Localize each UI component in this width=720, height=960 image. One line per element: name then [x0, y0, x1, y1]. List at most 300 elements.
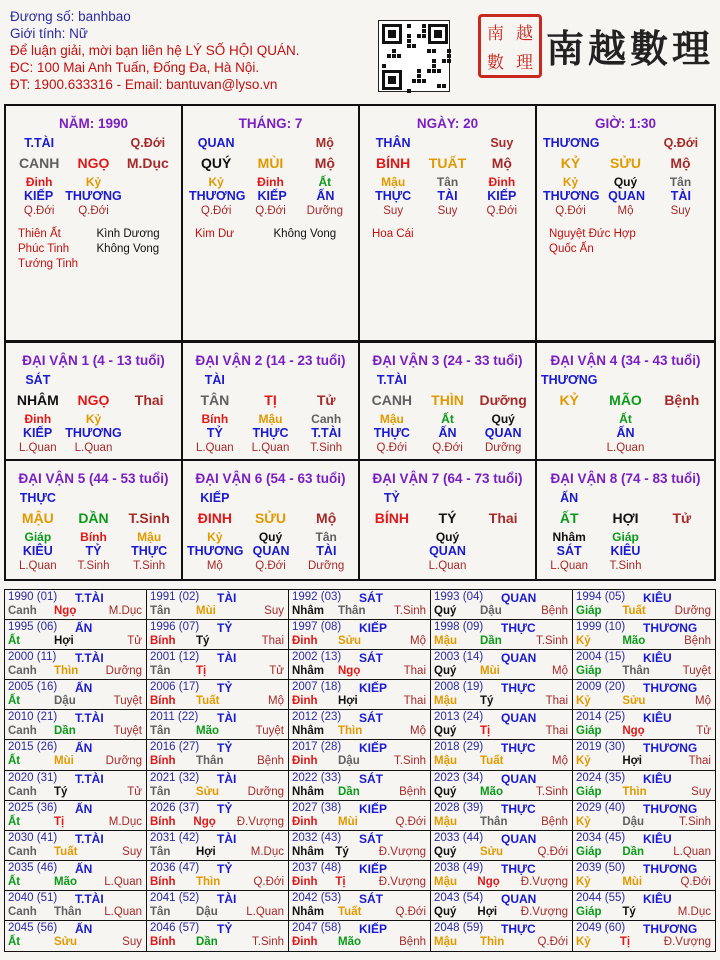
cell-r4: KIẾP	[23, 426, 53, 440]
year-cell	[573, 590, 715, 620]
year-phase: Mộ	[695, 695, 711, 708]
cell-r5: T.Sinh	[133, 560, 166, 572]
year-stem: Mậu	[434, 635, 457, 648]
year-phase: Đ.Vượng	[378, 875, 426, 888]
pillar-row-r1	[541, 370, 710, 390]
year-phase: Bệnh	[541, 815, 568, 828]
cell-r4: TÀI	[437, 189, 458, 203]
year-label: 2042 (53)	[292, 891, 342, 904]
year-cell	[289, 590, 431, 620]
year-phase: L.Quan	[104, 905, 142, 918]
year-label: 2008 (19)	[434, 681, 484, 694]
annual-luck-table	[4, 589, 716, 952]
year-phase: L.Quan	[104, 875, 142, 888]
year-phase: Tử	[127, 785, 142, 798]
year-stem: Quý	[434, 665, 457, 678]
four-pillars-table	[4, 104, 716, 342]
year-stem: Ất	[8, 875, 21, 888]
year-branch: Mão	[196, 725, 219, 738]
qr-module	[442, 59, 446, 63]
cell-r3: Bính	[201, 412, 229, 426]
year-phase: Q.Đới	[680, 875, 711, 888]
dai-van-cell	[6, 343, 183, 461]
cell-r1	[654, 370, 710, 390]
star-black: Không Vong	[96, 243, 160, 255]
cell-r1: ẤN	[560, 491, 579, 505]
cell-r2: TỊ	[264, 392, 277, 408]
pillar-row-r4	[187, 544, 354, 559]
cell-r3: Quý	[435, 530, 460, 544]
year-cell	[431, 680, 573, 710]
dai-van-title: ĐẠI VẬN 4 (34 - 43 tuổi)	[550, 353, 701, 368]
year-phase: Tử	[269, 665, 284, 678]
year-label: 2046 (57)	[150, 921, 200, 934]
qr-module	[388, 30, 396, 38]
cell-r1	[66, 133, 120, 153]
year-ten-god: T.TÀI	[75, 651, 104, 666]
year-branch: Dậu	[480, 605, 502, 617]
cell-r4: THƯƠNG	[187, 544, 244, 558]
qr-module	[417, 74, 421, 78]
year-branch: Sửu	[622, 695, 646, 708]
dai-van-title: ĐẠI VẬN 6 (54 - 63 tuổi)	[195, 471, 346, 486]
cell-r3: Giáp	[24, 530, 52, 544]
dai-van-title: ĐẠI VẬN 8 (74 - 83 tuổi)	[550, 471, 701, 486]
year-ten-god: THỰC	[501, 861, 536, 876]
year-phase: Thai	[545, 695, 568, 708]
year-phase: Dưỡng	[674, 605, 711, 617]
year-stem: Nhâm	[292, 665, 324, 678]
year-phase: Bệnh	[399, 935, 426, 948]
year-branch: Tị	[480, 725, 491, 738]
cell-r4: KIÊU	[22, 544, 53, 558]
year-cell	[289, 771, 431, 801]
pillar-row-r2	[364, 390, 531, 410]
dai-van-title: ĐẠI VẬN 2 (14 - 23 tuổi)	[195, 353, 346, 368]
pillar-row-r5	[189, 204, 352, 219]
year-cell	[5, 590, 147, 620]
cell-r3: Mậu	[258, 412, 283, 426]
stars-black-list	[274, 227, 353, 242]
cell-r3: Tân	[436, 175, 459, 189]
cell-r1	[243, 370, 299, 390]
cell-r5: L.Quan	[428, 560, 467, 572]
year-label: 2014 (25)	[576, 711, 626, 724]
year-label: 1997 (08)	[292, 621, 342, 634]
year-label: 2049 (60)	[576, 921, 626, 934]
year-ten-god: SÁT	[359, 711, 383, 726]
year-branch: Hợi	[622, 755, 643, 768]
cell-r1	[654, 488, 710, 508]
year-ten-god: TÀI	[217, 651, 237, 666]
year-ganzhi	[573, 906, 715, 918]
year-branch: Hợi	[196, 845, 216, 858]
year-phase: Tuyệt	[255, 725, 284, 738]
cell-r3	[654, 412, 710, 426]
qr-module	[412, 79, 416, 83]
year-label: 2021 (32)	[150, 771, 200, 784]
pillar-column	[360, 106, 537, 340]
shen-sha-stars	[366, 227, 529, 242]
year-label: 2029 (40)	[576, 801, 626, 814]
qr-module	[432, 59, 436, 63]
year-branch: Mùi	[338, 815, 358, 828]
year-ten-god: QUAN	[501, 771, 537, 786]
year-ten-god: ẤN	[75, 801, 93, 816]
cell-r2: Mộ	[314, 155, 335, 171]
year-ganzhi	[431, 695, 572, 707]
year-cell	[147, 891, 289, 921]
year-cell	[573, 831, 715, 861]
year-ten-god: T.TÀI	[75, 591, 104, 605]
cell-r3: Quý	[491, 412, 515, 426]
year-cell	[573, 921, 715, 951]
cell-r1: T.TÀI	[24, 136, 55, 150]
year-label: 1992 (03)	[292, 591, 342, 603]
year-branch: Mão	[622, 635, 646, 648]
year-cell	[573, 891, 715, 921]
year-ganzhi	[147, 635, 288, 647]
year-ganzhi	[431, 605, 572, 617]
pillar-row-r3	[541, 530, 710, 544]
year-label: 2031 (42)	[150, 831, 200, 844]
year-label: 2001 (12)	[150, 651, 200, 664]
year-label: 1990 (01)	[8, 591, 58, 603]
pillar-column	[183, 106, 360, 340]
cell-r4: TÀI	[670, 189, 691, 203]
pillar-row-r4	[12, 189, 175, 204]
year-stem: Mậu	[434, 815, 457, 828]
year-stem: Canh	[8, 845, 37, 858]
year-cell	[431, 620, 573, 650]
cell-r2: NHÂM	[16, 392, 59, 408]
year-stem: Bính	[150, 875, 176, 888]
owner-name: Đương số: banhbao	[10, 9, 131, 24]
cell-r2: BÍNH	[376, 155, 411, 171]
cell-r3	[654, 530, 710, 544]
year-cell	[289, 680, 431, 710]
year-label: 2010 (21)	[8, 711, 58, 724]
year-phase: Đ.Vượng	[520, 875, 568, 888]
year-ganzhi	[431, 876, 572, 888]
cell-r5: Q.Đới	[78, 205, 109, 217]
cell-r5: Dưỡng	[484, 442, 522, 454]
year-cell	[573, 620, 715, 650]
cell-r5	[121, 441, 177, 456]
year-ten-god: ẤN	[75, 861, 93, 876]
year-ganzhi	[573, 695, 715, 707]
year-cell	[289, 921, 431, 951]
cell-r2: BÍNH	[374, 510, 409, 526]
cell-r2: Mộ	[491, 155, 512, 171]
year-cell	[147, 710, 289, 740]
cell-r1: KIẾP	[200, 491, 230, 505]
year-stem: Kỷ	[576, 875, 591, 888]
year-ten-god: KIÊU	[643, 891, 672, 906]
cell-r1	[121, 488, 177, 508]
year-branch: Dần	[54, 725, 76, 738]
year-ganzhi	[573, 725, 715, 737]
cell-r4: THỰC	[375, 189, 412, 203]
pillar-row-r3	[12, 175, 175, 189]
cell-r4	[364, 544, 420, 559]
cell-r3	[121, 175, 175, 189]
year-ganzhi	[573, 786, 715, 798]
qr-module	[427, 69, 431, 73]
cell-r1	[243, 133, 297, 153]
year-label: 2025 (36)	[8, 801, 58, 814]
cell-r2: TÂN	[200, 392, 230, 408]
cell-r5: L.Quan	[18, 560, 57, 572]
year-phase: Tử	[127, 635, 142, 648]
cell-r3: Đinh	[24, 412, 52, 426]
year-ten-god: SÁT	[359, 591, 383, 605]
qr-module	[447, 54, 451, 58]
year-phase: Mộ	[268, 695, 284, 708]
year-branch: Dần	[480, 635, 502, 648]
year-label: 2038 (49)	[434, 861, 484, 874]
year-ganzhi	[573, 936, 715, 948]
cell-r4: SÁT	[556, 544, 582, 558]
year-cell	[431, 831, 573, 861]
year-phase: L.Quan	[246, 905, 284, 918]
cell-r5: Q.Đới	[23, 205, 55, 217]
cell-r5: Mộ	[617, 205, 634, 217]
pillar-column	[537, 106, 714, 340]
year-phase: Suy	[122, 845, 142, 858]
year-label: 2045 (56)	[8, 921, 58, 934]
year-cell	[431, 801, 573, 831]
year-ganzhi	[147, 846, 288, 858]
year-branch: Hợi	[477, 905, 498, 918]
cell-r3	[475, 530, 531, 544]
cell-r1: Mộ	[315, 136, 334, 150]
pillar-row-r4	[543, 189, 708, 204]
pillar-row-r5	[10, 559, 177, 574]
cell-r2: KỶ	[560, 155, 581, 171]
year-ten-god: KIÊU	[643, 831, 672, 846]
year-branch: Tuất	[480, 755, 504, 768]
year-phase: Suy	[264, 605, 284, 617]
year-label: 2009 (20)	[576, 681, 626, 694]
cell-r5	[121, 204, 175, 219]
cell-r3	[121, 412, 177, 426]
year-branch: Thìn	[54, 665, 79, 678]
year-phase: Bệnh	[399, 785, 426, 798]
red-seal-logo: 南 越 數 理	[478, 14, 542, 78]
stars-red-list	[195, 227, 274, 242]
cell-r3: Kỷ	[207, 530, 223, 544]
qr-module	[422, 24, 426, 28]
year-branch: Thân	[338, 605, 366, 617]
year-cell	[147, 771, 289, 801]
cell-r2: DẦN	[78, 510, 109, 526]
year-stem: Kỷ	[576, 935, 591, 948]
cell-r1: Q.Đới	[130, 136, 166, 150]
qr-module	[397, 54, 401, 58]
pillar-row-r4	[541, 544, 710, 559]
year-stem: Giáp	[576, 785, 602, 798]
year-stem: Bính	[150, 815, 176, 828]
year-branch: Ngọ	[622, 725, 645, 738]
year-cell	[147, 801, 289, 831]
year-stem: Tân	[150, 845, 171, 858]
year-stem: Quý	[434, 845, 457, 858]
pillar-row-r3	[187, 412, 354, 426]
stars-black-list	[97, 227, 176, 272]
year-cell	[289, 831, 431, 861]
dai-van-title: ĐẠI VẬN 3 (24 - 33 tuổi)	[372, 353, 523, 368]
year-label: 2041 (52)	[150, 891, 200, 904]
cell-r2: M.Dục	[126, 155, 169, 171]
year-ten-god: KIÊU	[643, 771, 672, 786]
year-label: 1995 (06)	[8, 621, 58, 634]
qr-module	[437, 69, 441, 73]
star-red: Nguyệt Đức Hợp	[549, 228, 636, 240]
year-label: 2011 (22)	[150, 711, 199, 724]
pillar-row-r5	[541, 441, 710, 456]
cell-r4	[654, 426, 710, 441]
year-stem: Quý	[434, 725, 457, 738]
year-ten-god: THỰC	[501, 621, 536, 636]
year-label: 2016 (27)	[150, 741, 200, 754]
year-branch: Tuất	[622, 605, 646, 617]
cell-r3: Kỷ	[562, 175, 579, 189]
year-stem: Tân	[150, 605, 171, 617]
cell-r2: Tử	[672, 510, 692, 526]
year-branch: Thân	[54, 905, 82, 918]
dai-van-title: ĐẠI VẬN 7 (64 - 73 tuổi)	[372, 471, 523, 486]
year-label: 2004 (15)	[576, 651, 626, 664]
cell-r4	[122, 426, 177, 441]
pillar-row-r3	[187, 530, 354, 544]
year-cell	[289, 650, 431, 680]
pillar-row-r2	[187, 390, 354, 410]
cell-r1: THƯƠNG	[543, 136, 600, 150]
year-stem: Giáp	[576, 665, 602, 678]
year-cell	[431, 771, 573, 801]
pillar-title: GIỜ: 1:30	[594, 116, 657, 131]
cell-r1: SÁT	[25, 373, 51, 387]
cell-r1	[420, 133, 474, 153]
year-label: 2003 (14)	[434, 651, 484, 664]
owner-info	[10, 8, 370, 93]
year-stem: Ất	[8, 635, 21, 648]
year-ganzhi	[5, 876, 146, 888]
year-stem: Đinh	[292, 755, 318, 768]
year-ganzhi	[147, 876, 288, 888]
pillar-row-r3	[366, 175, 529, 189]
cell-r2: CANH	[18, 155, 60, 171]
year-stem: Canh	[8, 785, 37, 798]
pillar-row-r2	[10, 508, 177, 528]
year-branch: Ngọ	[193, 815, 216, 828]
year-label: 2030 (41)	[8, 831, 58, 844]
year-branch: Thìn	[622, 785, 647, 798]
year-stem: Bính	[150, 695, 176, 708]
pillar-row-r4	[187, 426, 354, 441]
year-ten-god: ẤN	[75, 741, 93, 756]
year-ten-god: TỶ	[217, 621, 233, 636]
year-stem: Canh	[8, 905, 37, 918]
cell-r1	[121, 370, 177, 390]
cell-r5: Q.Đới	[432, 442, 463, 454]
year-ganzhi	[431, 635, 572, 647]
year-branch: Dậu	[196, 905, 218, 918]
year-branch: Thân	[622, 665, 650, 678]
qr-module	[407, 44, 411, 48]
qr-module	[409, 51, 421, 63]
pillar-row-r5	[187, 559, 354, 574]
dai-van-table	[4, 341, 716, 581]
year-branch: Tý	[54, 785, 68, 798]
qr-module	[417, 69, 421, 73]
year-ten-god: KIẾP	[359, 681, 388, 696]
year-ten-god: KIÊU	[643, 711, 672, 726]
year-branch: Tuất	[54, 845, 78, 858]
year-phase: T.Sinh	[536, 785, 568, 798]
year-stem: Bính	[150, 935, 176, 948]
year-branch: Tị	[54, 815, 65, 828]
year-branch: Mùi	[622, 875, 643, 888]
year-ten-god: TỶ	[217, 741, 233, 756]
qr-module	[382, 64, 386, 68]
year-ganzhi	[289, 816, 430, 828]
pillar-row-r1	[187, 488, 354, 508]
year-phase: Tuyệt	[113, 725, 142, 738]
year-cell	[289, 620, 431, 650]
year-phase: Mộ	[410, 725, 426, 738]
year-ganzhi	[573, 816, 715, 828]
year-label: 2017 (28)	[292, 741, 342, 754]
pillar-row-r4	[541, 426, 710, 441]
cell-r3: Ất	[619, 412, 632, 426]
cell-r3: Mậu	[381, 175, 406, 189]
cell-r4: QUAN	[484, 426, 522, 440]
year-label: 1996 (07)	[150, 621, 200, 634]
star-red: Kim Dư	[195, 228, 235, 240]
cell-r5: Q.Đới	[486, 205, 518, 217]
pillar-row-r3	[10, 412, 177, 426]
year-label: 2034 (45)	[576, 831, 626, 844]
year-ten-god: KIÊU	[643, 591, 672, 605]
year-branch: Tý	[622, 905, 636, 918]
year-stem: Ất	[8, 935, 21, 948]
year-ten-god: TÀI	[217, 771, 237, 786]
cell-r4: ẤN	[616, 426, 635, 440]
year-branch: Dậu	[338, 755, 360, 768]
star-red: Phúc Tinh	[18, 243, 70, 255]
cell-r2: Thai	[134, 392, 164, 408]
year-branch: Mão	[54, 875, 77, 888]
cell-r4: ẤN	[438, 426, 457, 440]
cell-r5: L.Quan	[251, 442, 290, 454]
year-phase: T.Sinh	[252, 935, 284, 948]
cell-r5	[541, 441, 597, 456]
pillar-column	[6, 106, 183, 340]
year-stem: Tân	[150, 905, 171, 918]
qr-code-icon[interactable]	[378, 20, 450, 92]
year-branch: Thân	[480, 815, 508, 828]
pillar-row-r1	[12, 133, 175, 153]
year-label: 2006 (17)	[150, 681, 200, 694]
cell-r4: TỶ	[206, 426, 223, 440]
cell-r1: T.TÀI	[376, 373, 407, 387]
cell-r5: Q.Đới	[376, 442, 408, 454]
year-ten-god: SÁT	[359, 891, 383, 906]
year-ten-god: TỶ	[217, 861, 233, 876]
pillar-row-r4	[10, 426, 177, 441]
